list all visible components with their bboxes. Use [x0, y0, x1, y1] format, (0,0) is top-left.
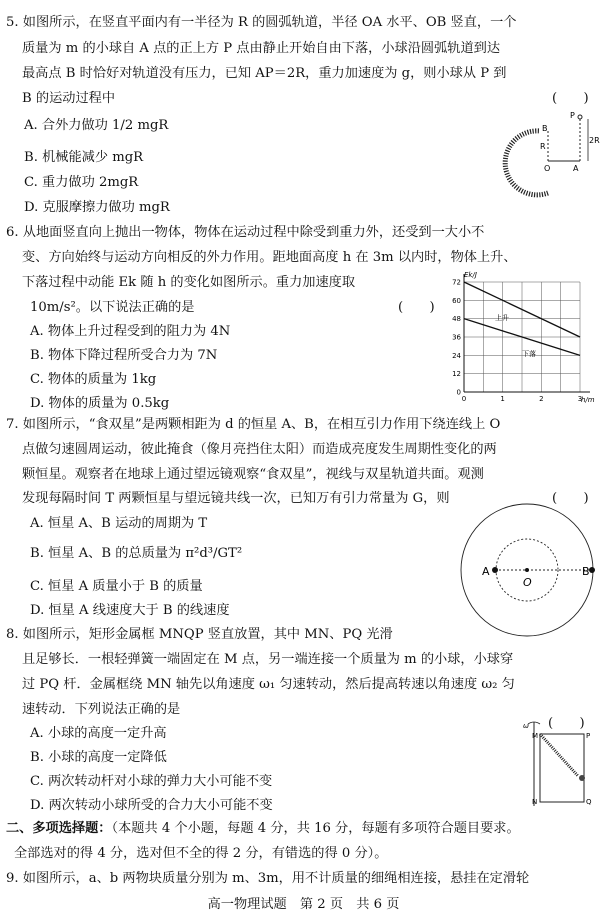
chart-xtick-label: 3 — [577, 395, 583, 403]
q5-track-figure — [500, 105, 600, 200]
q6-line3: 下落过程中动能 Ek 随 h 的变化如图所示。重力加速度取 — [22, 275, 356, 290]
q7-option-b: B. 恒星 A、B 的总质量为 π²d³/GT² — [30, 546, 243, 561]
chart-ytick-label: 12 — [452, 370, 461, 379]
q6-chart-xlabel: h/m — [581, 396, 595, 404]
chart-xtick-label: 2 — [539, 395, 544, 403]
q8-label-M: M — [532, 732, 539, 740]
q6-ek-h-chart — [440, 268, 598, 408]
q5-option-d: D. 克服摩擦力做功 mgR — [24, 200, 170, 215]
q6-chart-ylabel: Ek/J — [464, 271, 477, 279]
q8-line4: 速转动．下列说法正确的是 — [22, 702, 181, 717]
section2-title: 二、多项选择题： — [6, 821, 112, 836]
q5-label-O: O — [544, 164, 551, 173]
q6-option-a: A. 物体上升过程受到的阻力为 4N — [30, 324, 231, 339]
q5-label-A: A — [573, 164, 579, 173]
q8-answer-paren: ( ) — [548, 716, 585, 731]
q5-line1: 5. 如图所示，在竖直平面内有一半径为 R 的圆弧轨道，半径 OA 水平、OB 竖直，一个 — [6, 15, 517, 30]
q8-line2: 且足够长．一根轻弹簧一端固定在 M 点，另一端连接一个质量为 m 的小球，小球穿 — [22, 652, 514, 667]
q5-label-P: P — [570, 111, 575, 120]
q8-frame-figure — [520, 718, 600, 810]
chart-ytick-label: 72 — [452, 278, 461, 287]
q8-option-a: A. 小球的高度一定升高 — [30, 726, 167, 741]
q7-label-O: O — [523, 576, 532, 589]
q9-line1: 9. 如图所示，a、b 两物块质量分别为 m、3m，用不计质量的细绳相连接，悬挂在定滑轮 — [6, 871, 530, 886]
chart-ytick-label: 36 — [452, 333, 461, 342]
chart-ytick-label: 24 — [452, 351, 461, 360]
q7-label-B: B — [582, 565, 590, 578]
q7-option-d: D. 恒星 A 线速度大于 B 的线速度 — [30, 603, 230, 618]
q7-answer-paren: ( ) — [552, 491, 589, 506]
q7-line3: 颗恒星。观察者在地球上通过望远镜观察“食双星”，视线与双星轨道共面。观测 — [22, 467, 484, 482]
q5-option-b: B. 机械能减少 mgR — [24, 150, 144, 165]
q6-option-d: D. 物体的质量为 0.5kg — [30, 396, 170, 411]
q8-line1: 8. 如图所示，矩形金属框 MNQP 竖直放置，其中 MN、PQ 光滑 — [6, 627, 393, 642]
q7-label-A: A — [482, 565, 490, 578]
q7-line4: 发现每隔时间 T 两颗恒星与望远镜共线一次，已知万有引力常量为 G，则 — [22, 491, 450, 506]
q5-answer-paren: ( ) — [552, 91, 589, 106]
q5-label-2R: 2R — [589, 136, 600, 145]
q8-option-b: B. 小球的高度一定降低 — [30, 750, 167, 765]
q5-line2: 质量为 m 的小球自 A 点的正上方 P 点由静止开始自由下落，小球沿圆弧轨道到达 — [22, 41, 501, 56]
q7-line1: 7. 如图所示，“食双星”是两颗相距为 d 的恒星 A、B，在相互引力作用下绕连线上 O — [6, 417, 501, 432]
q8-option-c: C. 两次转动杆对小球的弹力大小可能不变 — [30, 774, 273, 789]
q6-option-c: C. 物体的质量为 1kg — [30, 372, 157, 387]
q6-series-label-up: 上升 — [495, 314, 509, 322]
q6-line1: 6. 从地面竖直向上抛出一物体，物体在运动过程中除受到重力外，还受到一大小不 — [6, 225, 485, 240]
q5-line4: B 的运动过程中 — [22, 91, 116, 106]
q8-label-Q: Q — [586, 798, 592, 806]
section2-instruction-2: 全部选对的得 4 分，选对但不全的得 2 分，有错选的得 0 分）。 — [14, 846, 388, 861]
chart-xtick-label: 1 — [500, 395, 505, 403]
chart-ytick-label: 0 — [456, 388, 461, 397]
q8-option-d: D. 两次转动小球所受的合力大小可能不变 — [30, 798, 273, 813]
q8-label-N: N — [532, 798, 538, 806]
q5-label-B: B — [542, 124, 548, 133]
q5-label-R: R — [540, 142, 546, 151]
q5-line3: 最高点 B 时恰好对轨道没有压力，已知 AP＝2R，重力加速度为 g，则小球从 P 到 — [22, 66, 507, 81]
q6-series-label-down: 下落 — [522, 350, 536, 358]
q6-line2: 变、方向始终与运动方向相反的外力作用。距地面高度 h 在 3m 以内时，物体上升、 — [22, 250, 517, 265]
page-footer: 高一物理试题 第 2 页 共 6 页 — [207, 897, 400, 912]
q8-label-P: P — [586, 732, 591, 740]
q7-line2: 点做匀速圆周运动，彼此掩食（像月亮挡住太阳）而造成亮度发生周期性变化的两 — [22, 442, 497, 457]
q5-option-c: C. 重力做功 2mgR — [24, 175, 139, 190]
section2-instruction-1: （本题共 4 个小题，每题 4 分，共 16 分，每题有多项符合题目要求。 — [111, 821, 520, 836]
chart-ytick-label: 48 — [452, 315, 461, 324]
q7-binary-star-figure — [455, 500, 600, 640]
q7-option-c: C. 恒星 A 质量小于 B 的质量 — [30, 579, 203, 594]
q6-option-b: B. 物体下降过程所受合力为 7N — [30, 348, 218, 363]
q8-label-omega: ω — [523, 722, 529, 730]
q8-line3: 过 PQ 杆．金属框绕 MN 轴先以角速度 ω₁ 匀速转动，然后提高转速以角速度 ω₂ 匀 — [22, 677, 515, 692]
chart-xtick-label: 0 — [461, 395, 467, 403]
chart-ytick-label: 60 — [452, 296, 461, 305]
q5-option-a: A. 合外力做功 1/2 mgR — [24, 118, 169, 133]
q6-answer-paren: ( ) — [398, 300, 435, 315]
q6-line4: 10m/s²。以下说法正确的是 — [30, 300, 195, 315]
q7-option-a: A. 恒星 A、B 运动的周期为 T — [30, 516, 208, 531]
